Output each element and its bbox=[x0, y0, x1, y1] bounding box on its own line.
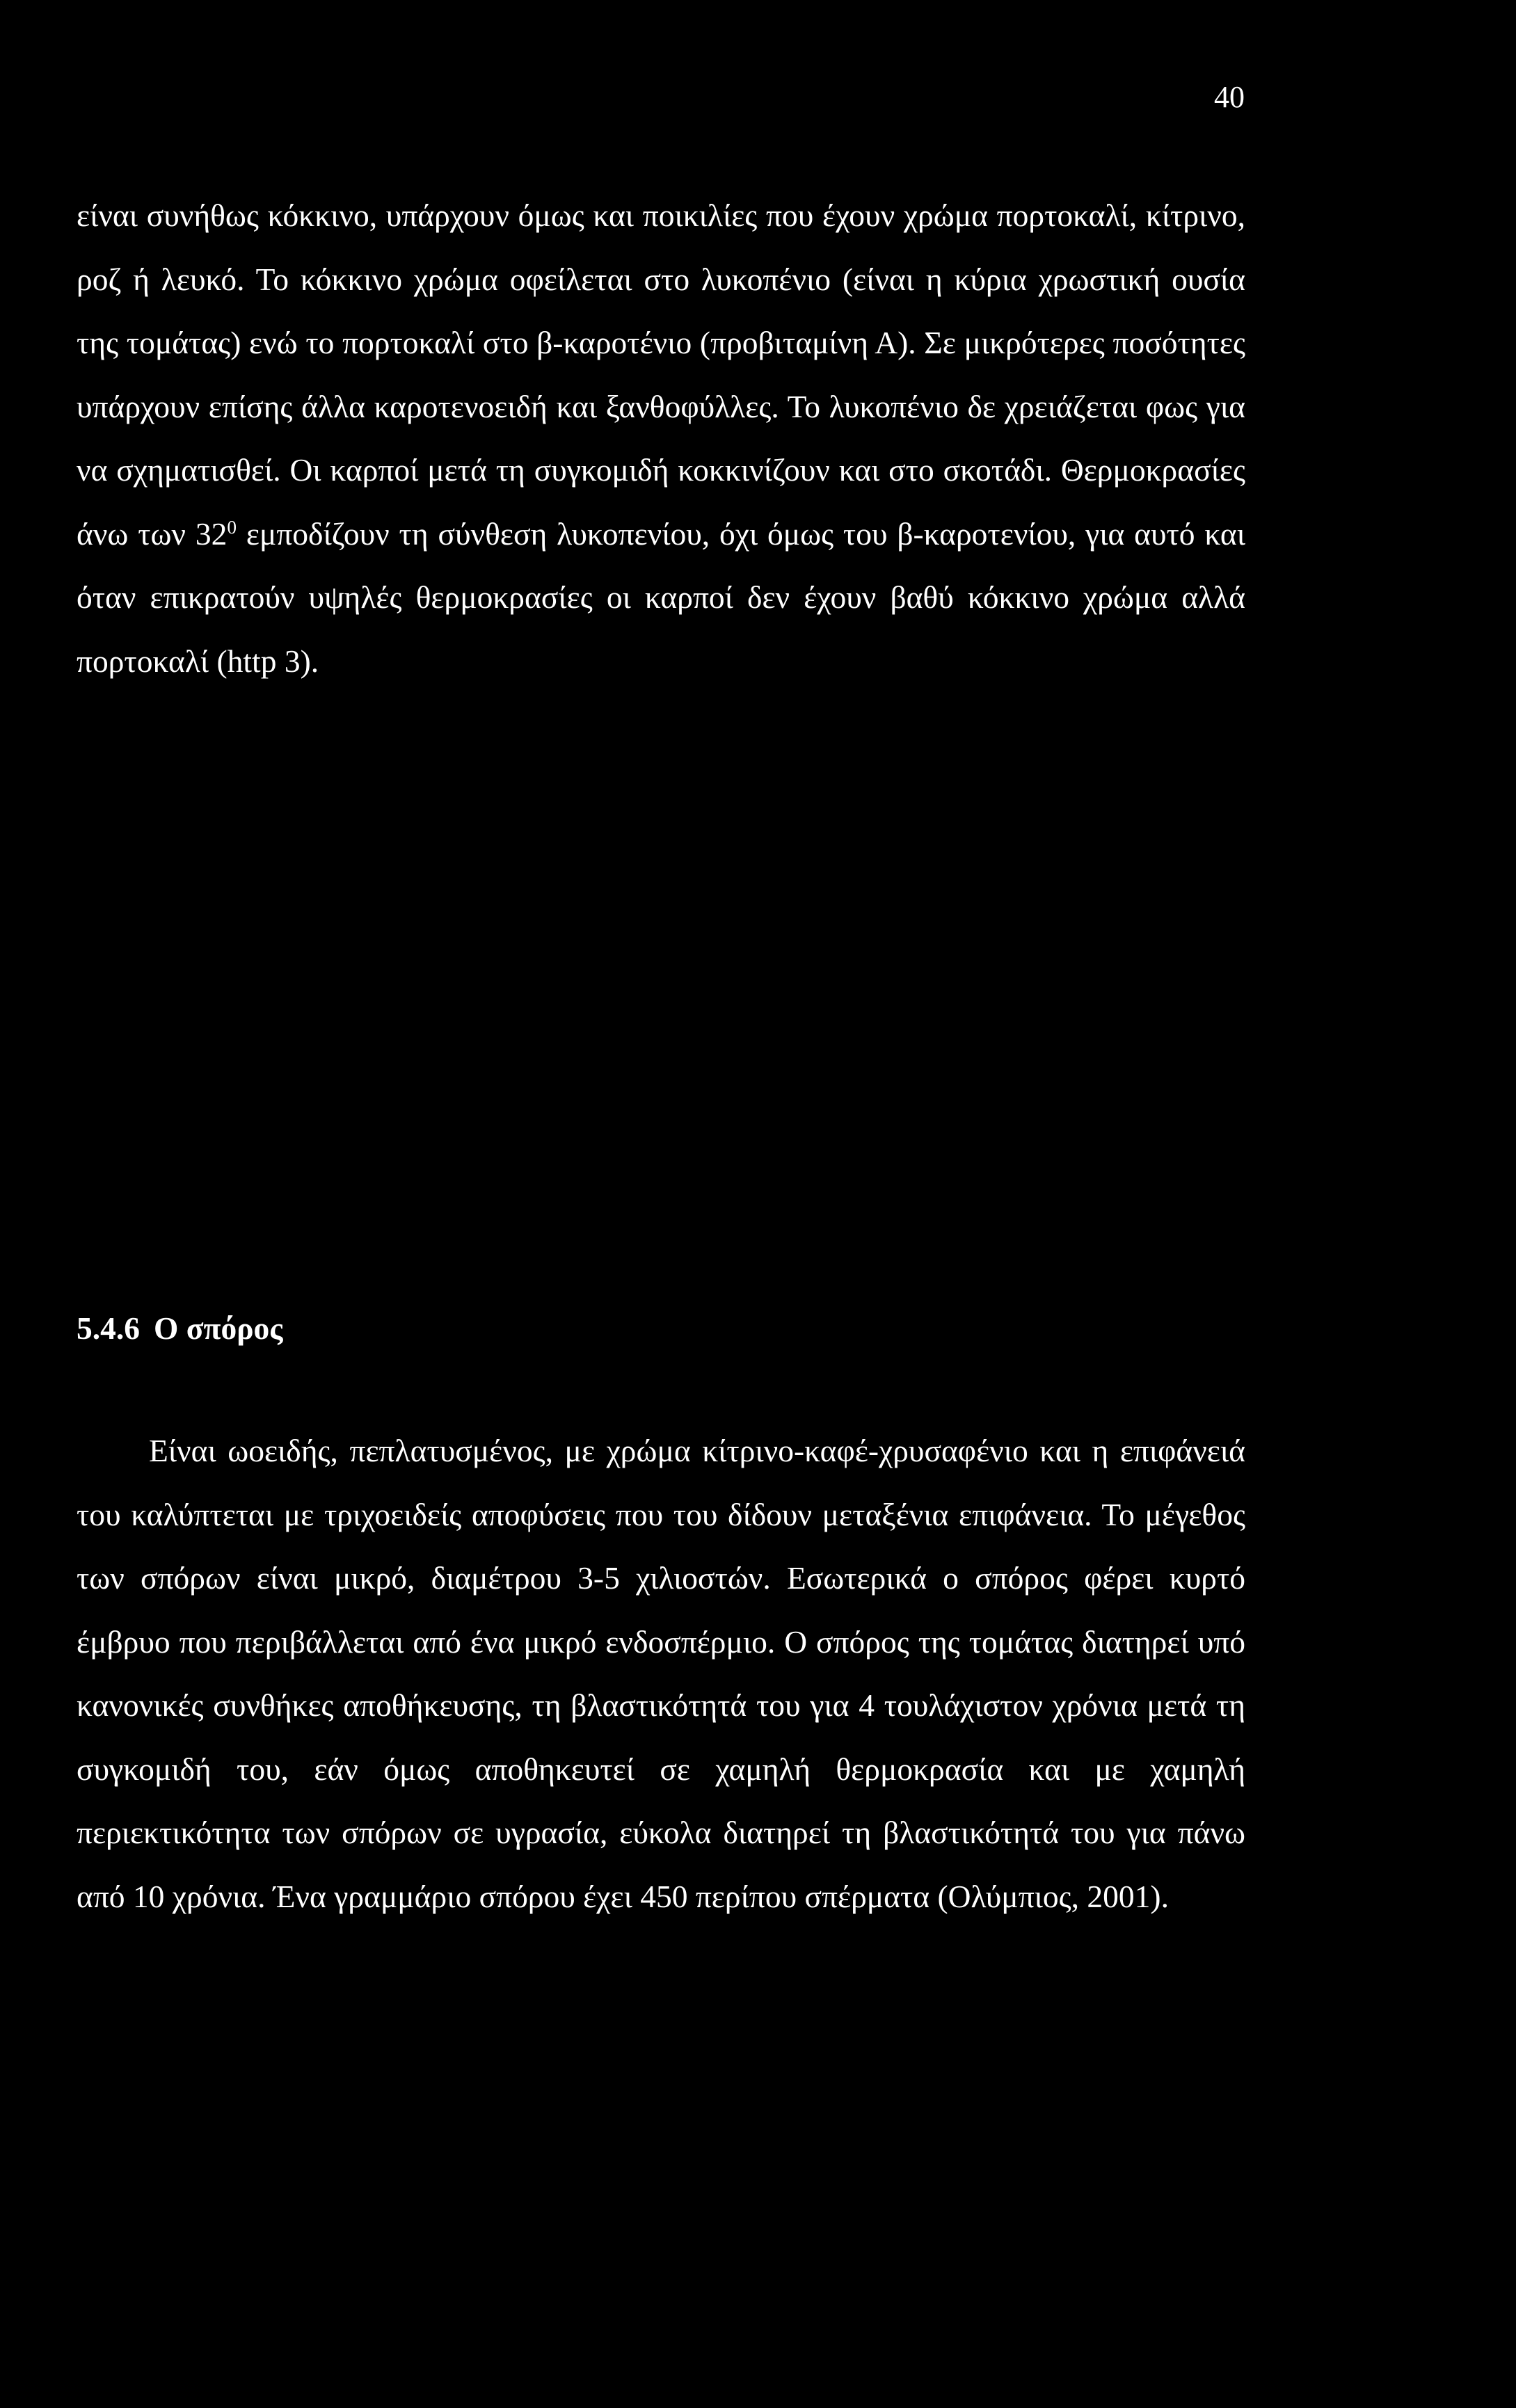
page-number: 40 bbox=[1214, 80, 1245, 114]
section-number: 5.4.6 bbox=[77, 1310, 140, 1346]
paragraph-text-part1: είναι συνήθως κόκκινο, υπάρχουν όμως και ποικιλίες που έχουν χρώμα πορτοκαλί, κίτρινο, ροζ ή λευκό. Το κόκκινο χρώμα οφείλεται στο λυκοπένιο (είναι η κύρια χρωστική ουσία της τομάτας) ενώ το πορτοκαλί στο β-καροτένιο (προβιταμίνη Α). Σε μικρότερες ποσότητες υπάρχουν επίσης άλλα καροτενοειδή και ξανθοφύλλες. Το λυκοπένιο δε χρειάζεται φως για να σχηματισθεί. Οι καρποί μετά τη συγκομιδή κοκκινίζουν και στο σκοτάδι. Θερμοκρασίες άνω των 32 bbox=[77, 198, 1245, 552]
paragraph-text-part2: εμποδίζουν τη σύνθεση λυκοπενίου, όχι όμως του β-καροτενίου, για αυτό και όταν επικρατούν υψηλές θερμοκρασίες οι καρποί δεν έχουν βαθύ κόκκινο χρώμα αλλά πορτοκαλί (http 3). bbox=[77, 515, 1245, 679]
body-paragraph-seed: Είναι ωοειδής, πεπλατυσμένος, με χρώμα κίτρινο-καφέ-χρυσαφένιο και η επιφάνειά του καλύπτεται με τριχοειδείς αποφύσεις που του δίδουν μεταξένια επιφάνεια. Το μέγεθος των σπόρων είναι μικρό, διαμέτρου 3-5 χιλιοστών. Εσωτερικά ο σπόρος φέρει κυρτό έμβρυο που περιβάλλεται από ένα μικρό ενδοσπέρμιο. Ο σπόρος της τομάτας διατηρεί υπό κανονικές συνθήκες αποθήκευσης, τη βλαστικότητά του για 4 τουλάχιστον χρόνια μετά τη συγκομιδή του, εάν όμως αποθηκευτεί σε χαμηλή θερμοκρασία και με χαμηλή περιεκτικότητα των σπόρων σε υγρασία, εύκολα διατηρεί τη βλαστικότητά του για πάνω από 10 χρόνια. Ένα γραμμάριο σπόρου έχει 450 περίπου σπέρματα (Ολύμπιος, 2001). bbox=[77, 1433, 1245, 1914]
body-paragraph-pigments bbox=[77, 184, 1245, 693]
section-title: Ο σπόρος bbox=[154, 1310, 283, 1346]
section-heading bbox=[77, 1310, 283, 1348]
degree-superscript: 0 bbox=[227, 516, 237, 538]
